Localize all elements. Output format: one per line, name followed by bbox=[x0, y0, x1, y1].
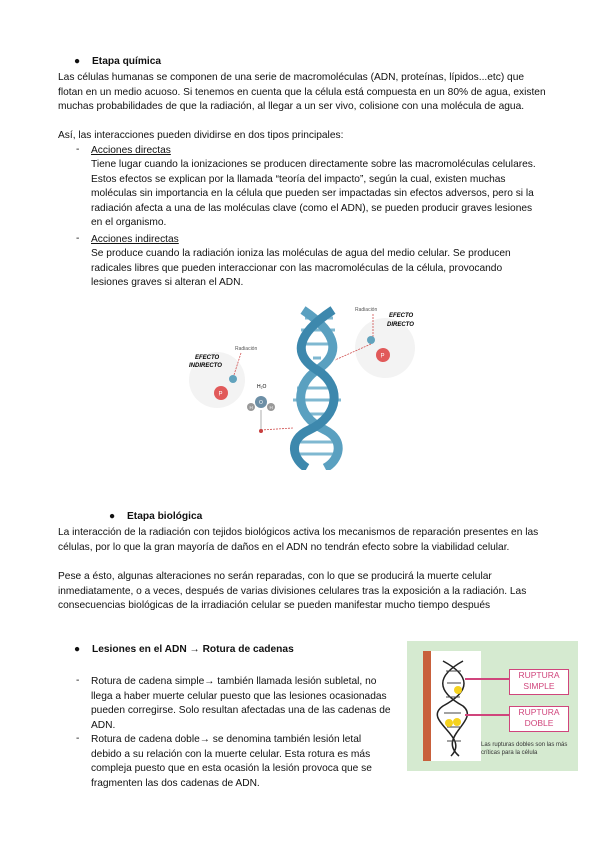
direct-actions-title: Acciones directas bbox=[91, 145, 171, 156]
oxygen-label: O bbox=[259, 400, 263, 406]
free-radical-ray bbox=[261, 428, 293, 430]
electron-icon bbox=[367, 336, 375, 344]
indirect-actions-text: Se produce cuando la radiación ioniza las moléculas de agua del medio celular. Se producen radicales libres que pueden interaccionar con las macromoléculas de la célula, provocando lesiones graves si alteran el ADN. bbox=[91, 248, 511, 289]
proton-right-label: P bbox=[380, 353, 385, 360]
label-double-break: RUPTURA DOBLE bbox=[509, 706, 569, 732]
single-strand-break-item: Rotura de cadena simple→ también llamada lesión subletal, no llega a haber muerte celular puesto que las lesiones ocasionadas pueden corregirse. Solo resultan afectadas una de las cadenas de ADN. bbox=[91, 676, 391, 731]
dash-marker: - bbox=[76, 733, 80, 744]
types-intro: Así, las interacciones pueden dividirse en dos tipos principales: bbox=[58, 130, 344, 141]
figure-edge-bar bbox=[423, 651, 431, 761]
indirect-label-line2: INDIRECTO bbox=[189, 363, 222, 369]
section-heading-chemical bbox=[74, 56, 161, 67]
pointer-line bbox=[465, 714, 510, 716]
heading-text: Etapa química bbox=[92, 56, 162, 67]
section-heading-dna-lesions bbox=[74, 644, 294, 655]
dash-marker: - bbox=[76, 233, 80, 244]
break-marker-double-icon bbox=[445, 719, 453, 727]
biological-paragraph-1: La interacción de la radiación con tejidos biológicos activa los mecanismos de reparación presentes en las células, por lo que la gran mayoría de daños en el ADN no tendrán efecto sobre la viabilidad celular. bbox=[58, 527, 539, 553]
strand-break-figure bbox=[407, 641, 578, 771]
break-marker-simple-icon bbox=[454, 686, 462, 694]
radical-dot bbox=[259, 429, 263, 433]
bullet-icon: ● bbox=[74, 56, 81, 67]
heading-text: Etapa biológica bbox=[127, 511, 203, 522]
figure-caption: Las rupturas dobles son las más críticas para la célula bbox=[481, 742, 568, 756]
electron-icon bbox=[229, 375, 237, 383]
radiation-label-left: Radiación bbox=[235, 346, 258, 352]
direct-actions-text: Tiene lugar cuando la ionizaciones se producen directamente sobre las macromoléculas celulares. Estos efectos se explican por la llamada “teoría del impacto”, según la cual, existen muchas moléculas sin importancia en la célula que pueden ser impactadas sin efectos adversos, pero si la radiación afecta a una de las moléculas clave (como el ADN), se pueden producir graves lesiones en el organismo. bbox=[91, 159, 536, 229]
heading-text: Lesiones en el ADN → Rotura de cadenas bbox=[92, 644, 294, 655]
bullet-icon: ● bbox=[74, 644, 81, 655]
dna-ladder-icon bbox=[431, 651, 481, 761]
direct-label-line1: EFECTO bbox=[389, 313, 414, 319]
direct-label-line2: DIRECTO bbox=[387, 322, 414, 328]
dna-helix-line bbox=[437, 661, 464, 756]
indirect-label-line1: EFECTO bbox=[195, 355, 220, 361]
section-heading-biological bbox=[109, 511, 202, 522]
double-strand-break-item: Rotura de cadena doble→ se denomina también lesión letal debido a su relación con la muerte celular. Esta rotura es más compleja puesto que en esta ocasión la lesión provoca que se fragmenten las dos cadenas de ADN. bbox=[91, 734, 372, 789]
break-marker-double-icon bbox=[453, 718, 461, 726]
biological-paragraph-2: Pese a ésto, algunas alteraciones no serán reparadas, con lo que se producirá la muerte celular inmediatamente, o a veces, después de varias divisiones celulares tras la exposición a la radiación. Las consecuencias biológicas de la irradiación celular se pueden manifestar mucho tiempo después bbox=[58, 571, 527, 612]
radiation-label-right: Radiación bbox=[355, 307, 378, 313]
water-label: H₂O bbox=[257, 384, 267, 390]
dna-effects-figure bbox=[175, 300, 435, 470]
dna-panel bbox=[431, 651, 481, 761]
hydrogen-label: H bbox=[269, 405, 273, 410]
pointer-line bbox=[465, 678, 510, 680]
label-simple-break: RUPTURA SIMPLE bbox=[509, 669, 569, 695]
proton-left-label: P bbox=[218, 391, 223, 398]
hydrogen-label: H bbox=[249, 405, 253, 410]
indirect-actions-title: Acciones indirectas bbox=[91, 234, 179, 245]
intro-paragraph: Las células humanas se componen de una serie de macromoléculas (ADN, proteínas, lípidos...etc) que flotan en un medio acuoso. Si tenemos en cuenta que la célula está compuesta en un 80% de agua, existen muchas probabilidades de que la radiación, al llegar a un ser vivo, colisione con una molécula de agua. bbox=[58, 72, 546, 113]
dash-marker: - bbox=[76, 675, 80, 686]
bullet-icon: ● bbox=[109, 511, 116, 522]
dash-marker: - bbox=[76, 144, 80, 155]
